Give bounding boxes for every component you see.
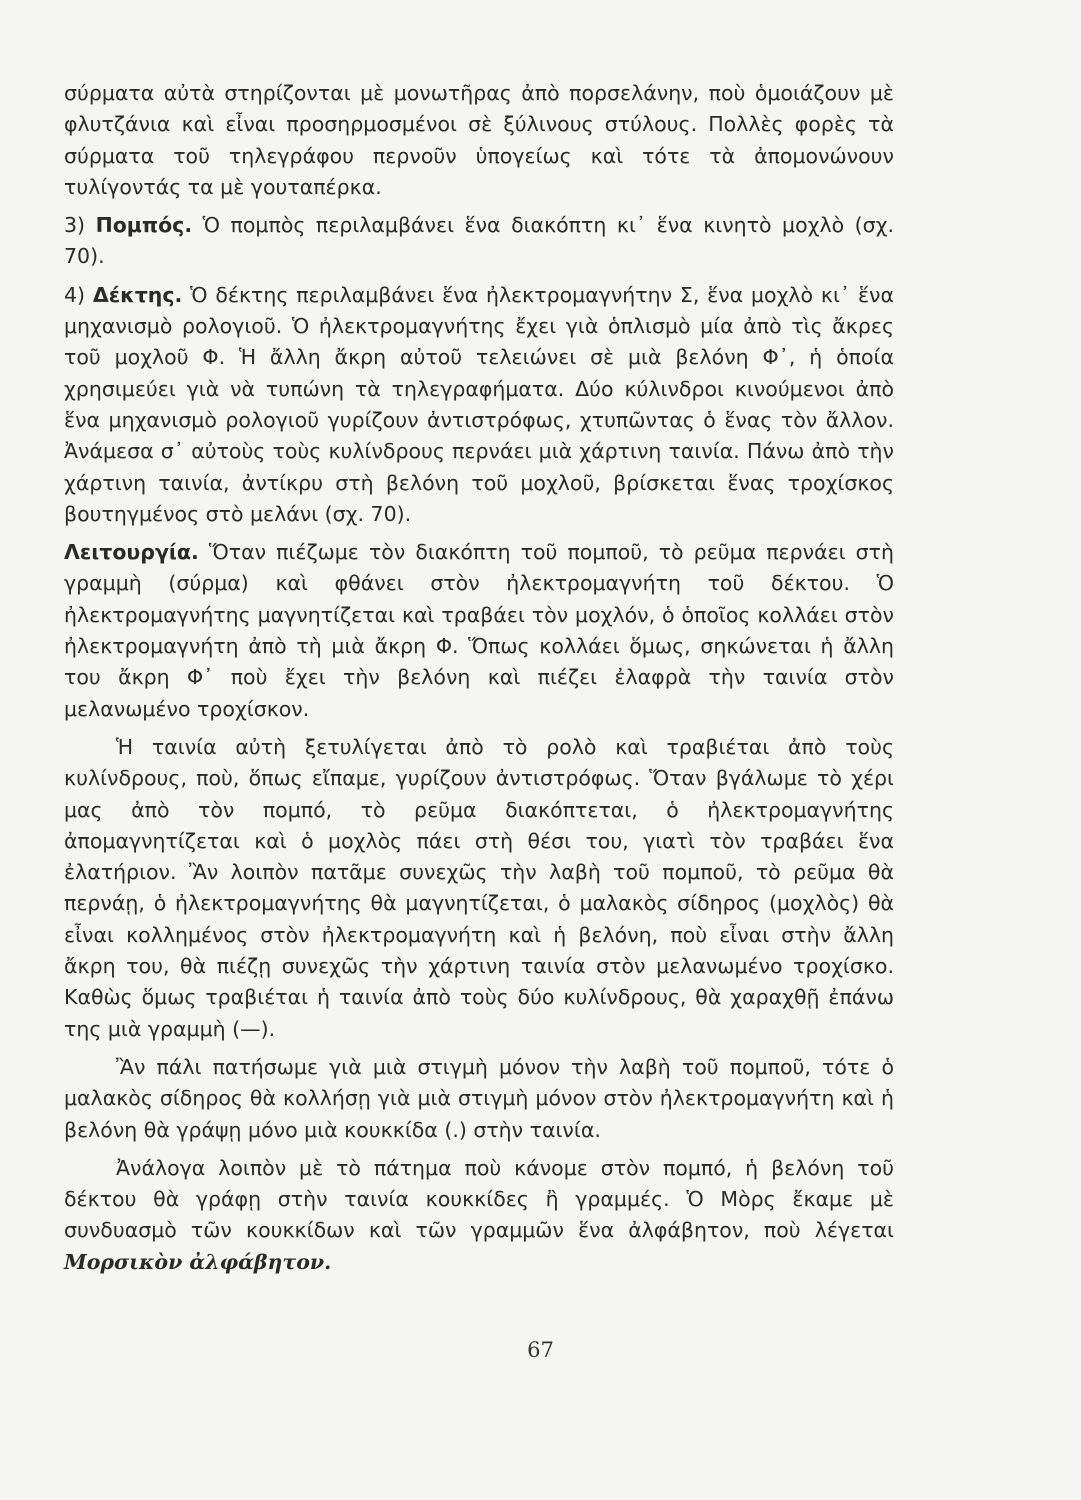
- paragraph-wires-text: σύρματα αὐτὰ στηρίζονται μὲ μονωτῆρας ἀπὸ πορσελάνην, ποὺ ὁμοιάζουν μὲ φλυτζάνια καὶ εἶναι προσηρμοσμένοι σὲ ξύλινους στύλους. Πολλὲς φορὲς τὰ σύρματα τοῦ τηλεγράφου περνοῦν ὑπογείως καὶ τότε τὰ ἀπομονώνουν τυλίγοντάς τα μὲ γουταπέρκα.: [64, 81, 894, 199]
- section-number: 3): [64, 213, 86, 238]
- section-text-transmitter: Ὁ πομπὸς περιλαμβάνει ἕνα διακόπτη κι᾽ ἕνα κινητὸ μοχλὸ (σχ. 70).: [64, 213, 894, 269]
- section-heading-operation: Λειτουργία.: [64, 540, 199, 565]
- paragraph-morse: [64, 1153, 894, 1278]
- morse-alphabet-term: Μορσικὸν ἀλφάβητον.: [64, 1249, 332, 1274]
- paragraph-tape: [64, 732, 894, 1045]
- paragraph-morse-text: Ἀνάλογα λοιπὸν μὲ τὸ πάτημα ποὺ κάνομε στὸν πομπό, ἡ βελόνη τοῦ δέκτου θὰ γράφῃ στὴν ταινία κουκκίδες ἢ γραμμές. Ὁ Μὸρς ἔκαμε μὲ συνδυασμὸ τῶν κουκκίδων καὶ τῶν γραμμῶν ἕνα ἀλφάβητον, ποὺ λέγεται: [64, 1155, 894, 1243]
- paragraph-transmitter: [64, 210, 894, 273]
- section-number: 4): [64, 282, 86, 307]
- section-heading-transmitter: Πομπός.: [95, 213, 193, 238]
- section-text-receiver: Ὁ δέκτης περιλαμβάνει ἕνα ἠλεκτρομαγνήτην Σ, ἕνα μοχλὸ κι᾽ ἕνα μηχανισμὸ ρολογιοῦ. Ὁ ἠλεκτρομαγνήτης ἔχει γιὰ ὁπλισμὸ μία ἀπὸ τὶς ἄκρες τοῦ μοχλοῦ Φ. Ἡ ἄλλη ἄκρη αὐτοῦ τελειώνει σὲ μιὰ βελόνη Φ᾽, ἡ ὁποία χρησιμεύει γιὰ νὰ τυπώνη τὰ τηλεγραφήματα. Δύο κύλινδροι κινούμενοι ἀπὸ ἕνα μηχανισμὸ ρολογιοῦ γυρίζουν ἀντιστρόφως, χτυπῶντας ὁ ἕνας τὸν ἄλλον. Ἀνάμεσα σ᾽ αὐτοὺς τοὺς κυλίνδρους περνάει μιὰ χάρτινη ταινία. Πάνω ἀπὸ τὴν χάρτινη ταινία, ἀντίκρυ στὴ βελόνη τοῦ μοχλοῦ, βρίσκεται ἕνας τροχίσκος βουτηγμένος στὸ μελάνι (σχ. 70).: [64, 282, 894, 526]
- paragraph-wires: [64, 78, 894, 203]
- paragraph-dot-text: Ἂν πάλι πατήσωμε γιὰ μιὰ στιγμὴ μόνον τὴν λαβὴ τοῦ πομποῦ, τότε ὁ μαλακὸς σίδηρος θὰ κολλήσῃ γιὰ μιὰ στιγμὴ μόνον στὸν ἠλεκτρομαγνήτη καὶ ἡ βελόνη θὰ γράψῃ μόνο μιὰ κουκκίδα (.) στὴν ταινία.: [64, 1054, 894, 1142]
- page-number: 67: [527, 1338, 554, 1362]
- paragraph-tape-text: Ἡ ταινία αὐτὴ ξετυλίγεται ἀπὸ τὸ ρολὸ καὶ τραβιέται ἀπὸ τοὺς κυλίνδρους, ποὺ, ὅπως εἴπαμε, γυρίζουν ἀντιστρόφως. Ὅταν βγάλωμε τὸ χέρι μας ἀπὸ τὸν πομπό, τὸ ρεῦμα διακόπτεται, ὁ ἠλεκτρομαγνήτης ἀπομαγνητίζεται καὶ ὁ μοχλὸς πάει στὴ θέσι του, γιατὶ τὸν τραβάει ἕνα ἐλατήριον. Ἂν λοιπὸν πατᾶμε συνεχῶς τὴν λαβὴ τοῦ πομποῦ, τὸ ρεῦμα θὰ περνάῃ, ὁ ἠλεκτρομαγνήτης θὰ μαγνητίζεται, ὁ μαλακὸς σίδηρος (μοχλὸς) θὰ εἶναι κολλημένος στὸν ἠλεκτρομαγνήτη καὶ ἡ βελόνη, ποὺ εἶναι στὴν ἄλλη ἄκρη του, θὰ πιέζῃ συνεχῶς τὴν χάρτινη ταινία στὸν μελανωμένο τροχίσκο. Καθὼς ὅμως τραβιέται ἡ ταινία ἀπὸ τοὺς δύο κυλίνδρους, θὰ χαραχθῇ ἐπάνω της μιὰ γραμμὴ (—).: [64, 734, 894, 1041]
- paragraph-operation: [64, 537, 894, 725]
- section-text-operation: Ὅταν πιέζωμε τὸν διακόπτη τοῦ πομποῦ, τὸ ρεῦμα περνάει στὴ γραμμὴ (σύρμα) καὶ φθάνει στὸν ἠλεκτρομαγνήτη τοῦ δέκτου. Ὁ ἠλεκτρομαγνήτης μαγνητίζεται καὶ τραβάει τὸν μοχλόν, ὁ ὁποῖος κολλάει στὸν ἠλεκτρομαγνήτη ἀπὸ τὴ μιὰ ἄκρη Φ. Ὅπως κολλάει ὅμως, σηκώνεται ἡ ἄλλη του ἄκρη Φ᾽ ποὺ ἔχει τὴν βελόνη καὶ πιέζει ἐλαφρὰ τὴν ταινία στὸν μελανωμένο τροχίσκον.: [64, 540, 894, 721]
- section-heading-receiver: Δέκτης.: [92, 282, 183, 307]
- body-text: [64, 78, 894, 1278]
- paragraph-receiver: [64, 280, 894, 530]
- paragraph-dot: [64, 1052, 894, 1146]
